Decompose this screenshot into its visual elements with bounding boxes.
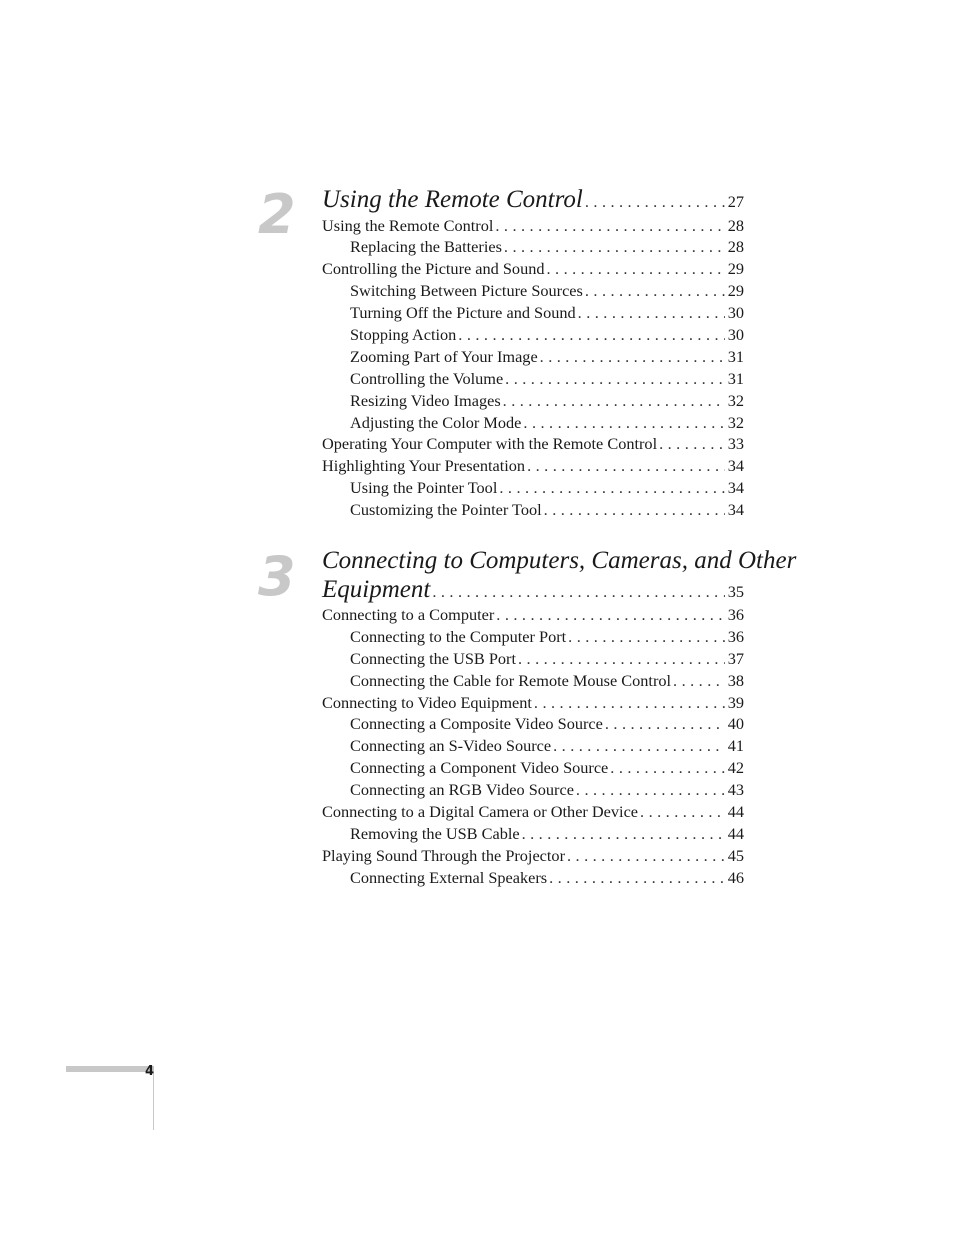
dot-leader — [525, 455, 725, 477]
entry-list — [322, 604, 744, 889]
dot-leader — [430, 578, 724, 607]
toc-subentry[interactable] — [322, 324, 744, 346]
entry-page: 36 — [727, 626, 744, 646]
entry-page: 30 — [727, 303, 744, 323]
chapter-heading[interactable] — [322, 186, 744, 215]
dot-leader — [608, 757, 724, 779]
entry-page: 43 — [727, 780, 744, 800]
dot-leader — [493, 215, 724, 237]
toc-subentry[interactable] — [322, 280, 744, 302]
entry-title: Connecting External Speakers — [350, 867, 548, 887]
toc-subentry[interactable] — [322, 779, 744, 801]
dot-leader — [583, 280, 725, 302]
entry-title: Connecting a Component Video Source — [350, 758, 609, 778]
chapter-heading[interactable] — [322, 547, 797, 604]
entry-page: 32 — [727, 390, 744, 410]
chapter-title: Using the Remote Control — [322, 186, 583, 213]
entry-page: 44 — [727, 823, 744, 843]
toc-subentry[interactable] — [322, 713, 744, 735]
toc-entry[interactable] — [322, 455, 744, 477]
entry-title: Highlighting Your Presentation — [322, 456, 526, 476]
chapter-title-line-2: Equipment — [322, 575, 431, 603]
entry-title: Connecting the USB Port — [350, 648, 516, 668]
entry-page: 36 — [727, 605, 744, 624]
dot-leader — [657, 433, 725, 455]
toc-subentry[interactable] — [322, 346, 744, 368]
entry-page: 31 — [727, 368, 744, 388]
chapter-page: 35 — [727, 581, 744, 601]
entry-title: Using the Remote Control — [322, 215, 494, 235]
entry-page: 41 — [727, 736, 744, 756]
entry-title: Customizing the Pointer Tool — [350, 500, 542, 520]
toc-subentry[interactable] — [322, 368, 744, 390]
entry-page: 37 — [727, 648, 744, 668]
toc-subentry[interactable] — [322, 670, 744, 692]
dot-leader — [501, 390, 725, 412]
entry-page: 31 — [727, 346, 744, 366]
dot-leader — [516, 648, 725, 670]
entry-title: Resizing Video Images — [350, 390, 501, 410]
entry-page: 39 — [727, 692, 744, 712]
dot-leader — [503, 368, 725, 390]
entry-title: Removing the USB Cable — [350, 823, 520, 843]
entry-title: Connecting an S-Video Source — [350, 736, 552, 756]
entry-page: 46 — [727, 867, 744, 887]
dot-leader — [545, 258, 725, 280]
entry-page: 34 — [727, 478, 744, 498]
dot-leader — [603, 713, 725, 735]
entry-title: Playing Sound Through the Projector — [322, 845, 565, 865]
entry-title: Switching Between Picture Sources — [350, 281, 583, 301]
entry-title: Stopping Action — [350, 324, 457, 344]
dot-leader — [497, 477, 724, 499]
toc-subentry[interactable] — [322, 757, 744, 779]
footer-vertical-rule — [153, 1072, 154, 1130]
dot-leader — [520, 823, 725, 845]
entry-title: Operating Your Computer with the Remote Control — [322, 434, 658, 454]
chapter-toc — [322, 547, 797, 889]
entry-page: 40 — [727, 714, 744, 734]
entry-title: Adjusting the Color Mode — [350, 412, 522, 432]
chapter-page: 27 — [727, 192, 744, 211]
dot-leader — [566, 626, 725, 648]
dot-leader — [576, 302, 725, 324]
entry-title: Zooming Part of Your Image — [350, 346, 538, 366]
entry-page: 28 — [727, 215, 744, 235]
toc-subentry[interactable] — [322, 648, 744, 670]
toc-subentry[interactable] — [322, 823, 744, 845]
dot-leader — [671, 670, 725, 692]
chapter-number: 3 — [258, 545, 296, 608]
toc-entry[interactable] — [322, 845, 744, 867]
toc-entry[interactable] — [322, 433, 744, 455]
dot-leader — [583, 188, 725, 217]
entry-title: Turning Off the Picture and Sound — [350, 303, 576, 323]
toc-subentry[interactable] — [322, 236, 744, 258]
entry-title: Controlling the Picture and Sound — [322, 259, 545, 279]
toc-subentry[interactable] — [322, 477, 744, 499]
entry-title: Using the Pointer Tool — [350, 478, 498, 498]
toc-subentry[interactable] — [322, 867, 744, 889]
dot-leader — [532, 692, 725, 714]
entry-title: Replacing the Batteries — [350, 237, 502, 257]
entry-title: Connecting a Composite Video Source — [350, 714, 603, 734]
entry-page: 33 — [727, 434, 744, 454]
chapter-toc — [322, 186, 744, 521]
toc-subentry[interactable] — [322, 735, 744, 757]
toc-subentry[interactable] — [322, 626, 744, 648]
page-number: 4 — [144, 1064, 154, 1079]
dot-leader — [542, 499, 725, 521]
chapter-title-line-1: Connecting to Computers, Cameras, and Other — [322, 547, 797, 574]
entry-title: Connecting the Cable for Remote Mouse Control — [350, 670, 672, 690]
entry-title: Connecting to a Computer — [322, 605, 495, 624]
toc-subentry[interactable] — [322, 499, 744, 521]
entry-page: 34 — [727, 456, 744, 476]
entry-page: 29 — [727, 281, 744, 301]
toc-entry[interactable] — [322, 692, 744, 714]
entry-page: 38 — [727, 670, 744, 690]
entry-title: Connecting to the Computer Port — [350, 626, 567, 646]
chapter-number: 2 — [258, 183, 296, 246]
dot-leader — [538, 346, 725, 368]
toc-subentry[interactable] — [322, 390, 744, 412]
toc-entry[interactable] — [322, 215, 744, 237]
entry-page: 32 — [727, 412, 744, 432]
entry-page: 44 — [727, 802, 744, 822]
entry-title: Controlling the Volume — [350, 368, 504, 388]
toc-subentry[interactable] — [322, 412, 744, 434]
entry-page: 42 — [727, 758, 744, 778]
entry-page: 45 — [727, 845, 744, 865]
entry-page: 30 — [727, 324, 744, 344]
entry-title: Connecting an RGB Video Source — [350, 780, 574, 800]
entry-title: Connecting to a Digital Camera or Other Device — [322, 802, 639, 822]
dot-leader — [502, 236, 725, 258]
dot-leader — [574, 779, 725, 801]
entry-page: 28 — [727, 237, 744, 257]
entry-page: 34 — [727, 500, 744, 520]
dot-leader — [521, 412, 724, 434]
toc-subentry[interactable] — [322, 302, 744, 324]
entry-list — [322, 215, 744, 521]
entry-page: 29 — [727, 259, 744, 279]
toc-entry[interactable] — [322, 258, 744, 280]
dot-leader — [565, 845, 725, 867]
dot-leader — [494, 604, 724, 626]
toc-entry[interactable] — [322, 801, 744, 823]
dot-leader — [638, 801, 725, 823]
toc-entry[interactable] — [322, 604, 744, 626]
dot-leader — [547, 867, 725, 889]
entry-title: Connecting to Video Equipment — [322, 692, 532, 712]
dot-leader — [551, 735, 725, 757]
dot-leader — [456, 324, 724, 346]
